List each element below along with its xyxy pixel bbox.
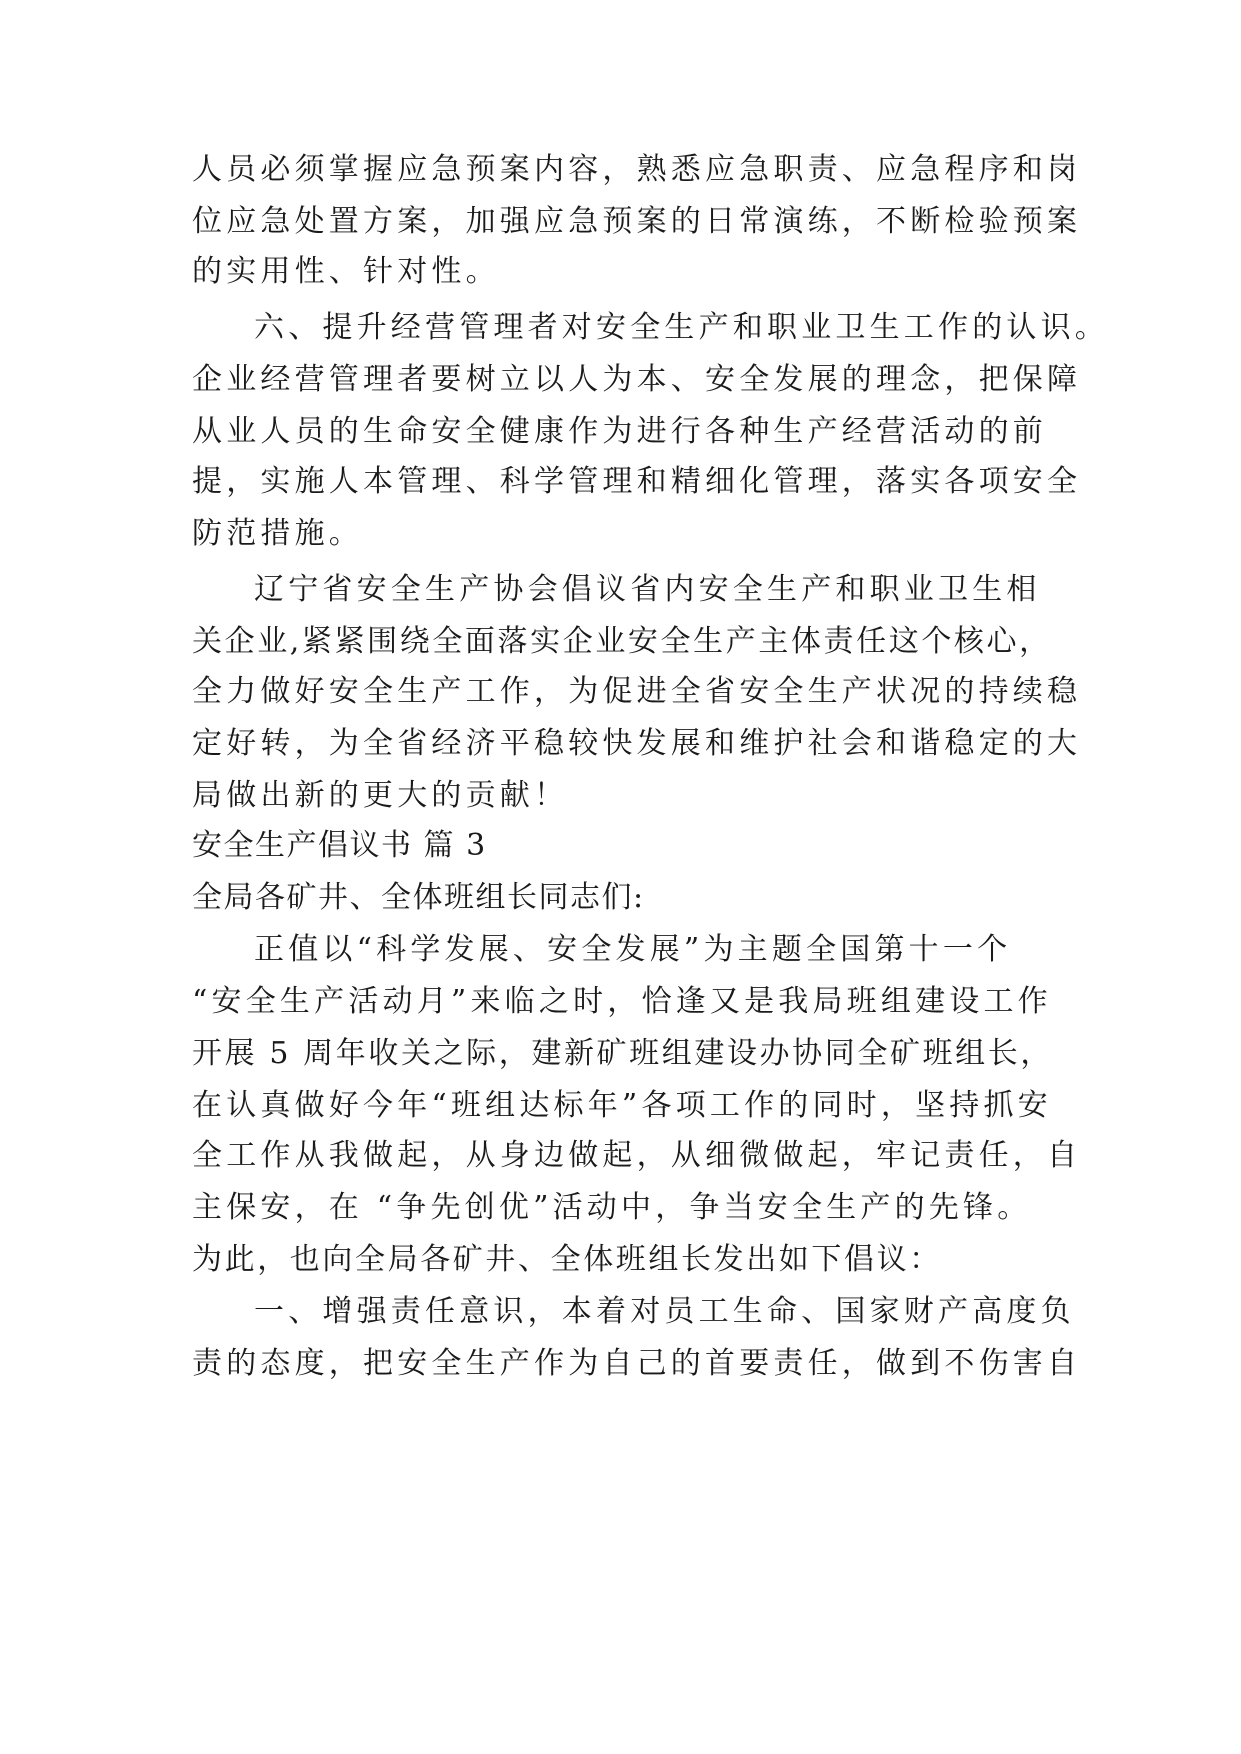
proposal-paragraph-line-1: 正值以“科学发展、安全发展”为主题全国第十一个 xyxy=(254,932,1012,967)
paragraph-six-line-2: 企业经营管理者要树立以人为本、安全发展的理念，把保障 xyxy=(192,362,1082,397)
proposal-paragraph-line-7: 为此，也向全局各矿井、全体班组长发出如下倡议： xyxy=(192,1242,942,1277)
item-one-line-1: 一、增强责任意识，本着对员工生命、国家财产高度负 xyxy=(254,1294,1075,1329)
proposal-paragraph-line-2: “安全生产活动月”来临之时，恰逢又是我局班组建设工作 xyxy=(192,984,1052,1019)
paragraph-six-line-1: 六、提升经营管理者对安全生产和职业卫生工作的认识。 xyxy=(254,310,1109,345)
paragraph-six-line-5: 防范措施。 xyxy=(192,516,363,551)
item-one-line-2: 责的态度，把安全生产作为自己的首要责任，做到不伤害自 xyxy=(192,1346,1082,1381)
section-title: 安全生产倡议书 篇 3 xyxy=(192,828,487,863)
liaoning-paragraph-line-4: 定好转，为全省经济平稳较快发展和维护社会和谐稳定的大 xyxy=(192,726,1082,761)
paragraph-six-line-3: 从业人员的生命安全健康作为进行各种生产经营活动的前 xyxy=(192,414,1047,449)
liaoning-paragraph-line-2: 关企业,紧紧围绕全面落实企业安全生产主体责任这个核心， xyxy=(192,624,1052,659)
proposal-paragraph-line-4: 在认真做好今年“班组达标年”各项工作的同时，坚持抓安 xyxy=(192,1088,1052,1123)
proposal-paragraph-line-6: 主保安，在 “争先创优”活动中，争当安全生产的先锋。 xyxy=(192,1190,1032,1225)
liaoning-paragraph-line-3: 全力做好安全生产工作，为促进全省安全生产状况的持续稳 xyxy=(192,674,1082,709)
proposal-paragraph-line-3: 开展 5 周年收关之际，建新矿班组建设办协同全矿班组长， xyxy=(192,1036,1053,1071)
text-line-2: 位应急处置方案，加强应急预案的日常演练，不断检验预案 xyxy=(192,204,1082,239)
text-line-3: 的实用性、针对性。 xyxy=(192,254,500,289)
paragraph-six-line-4: 提，实施人本管理、科学管理和精细化管理，落实各项安全 xyxy=(192,464,1082,499)
liaoning-paragraph-line-5: 局做出新的更大的贡献！ xyxy=(192,778,569,813)
liaoning-paragraph-line-1: 辽宁省安全生产协会倡议省内安全生产和职业卫生相 xyxy=(254,572,1041,607)
text-line-1: 人员必须掌握应急预案内容，熟悉应急职责、应急程序和岗 xyxy=(192,152,1082,187)
proposal-paragraph-line-5: 全工作从我做起，从身边做起，从细微做起，牢记责任，自 xyxy=(192,1138,1082,1173)
salutation: 全局各矿井、全体班组长同志们: xyxy=(192,880,645,915)
